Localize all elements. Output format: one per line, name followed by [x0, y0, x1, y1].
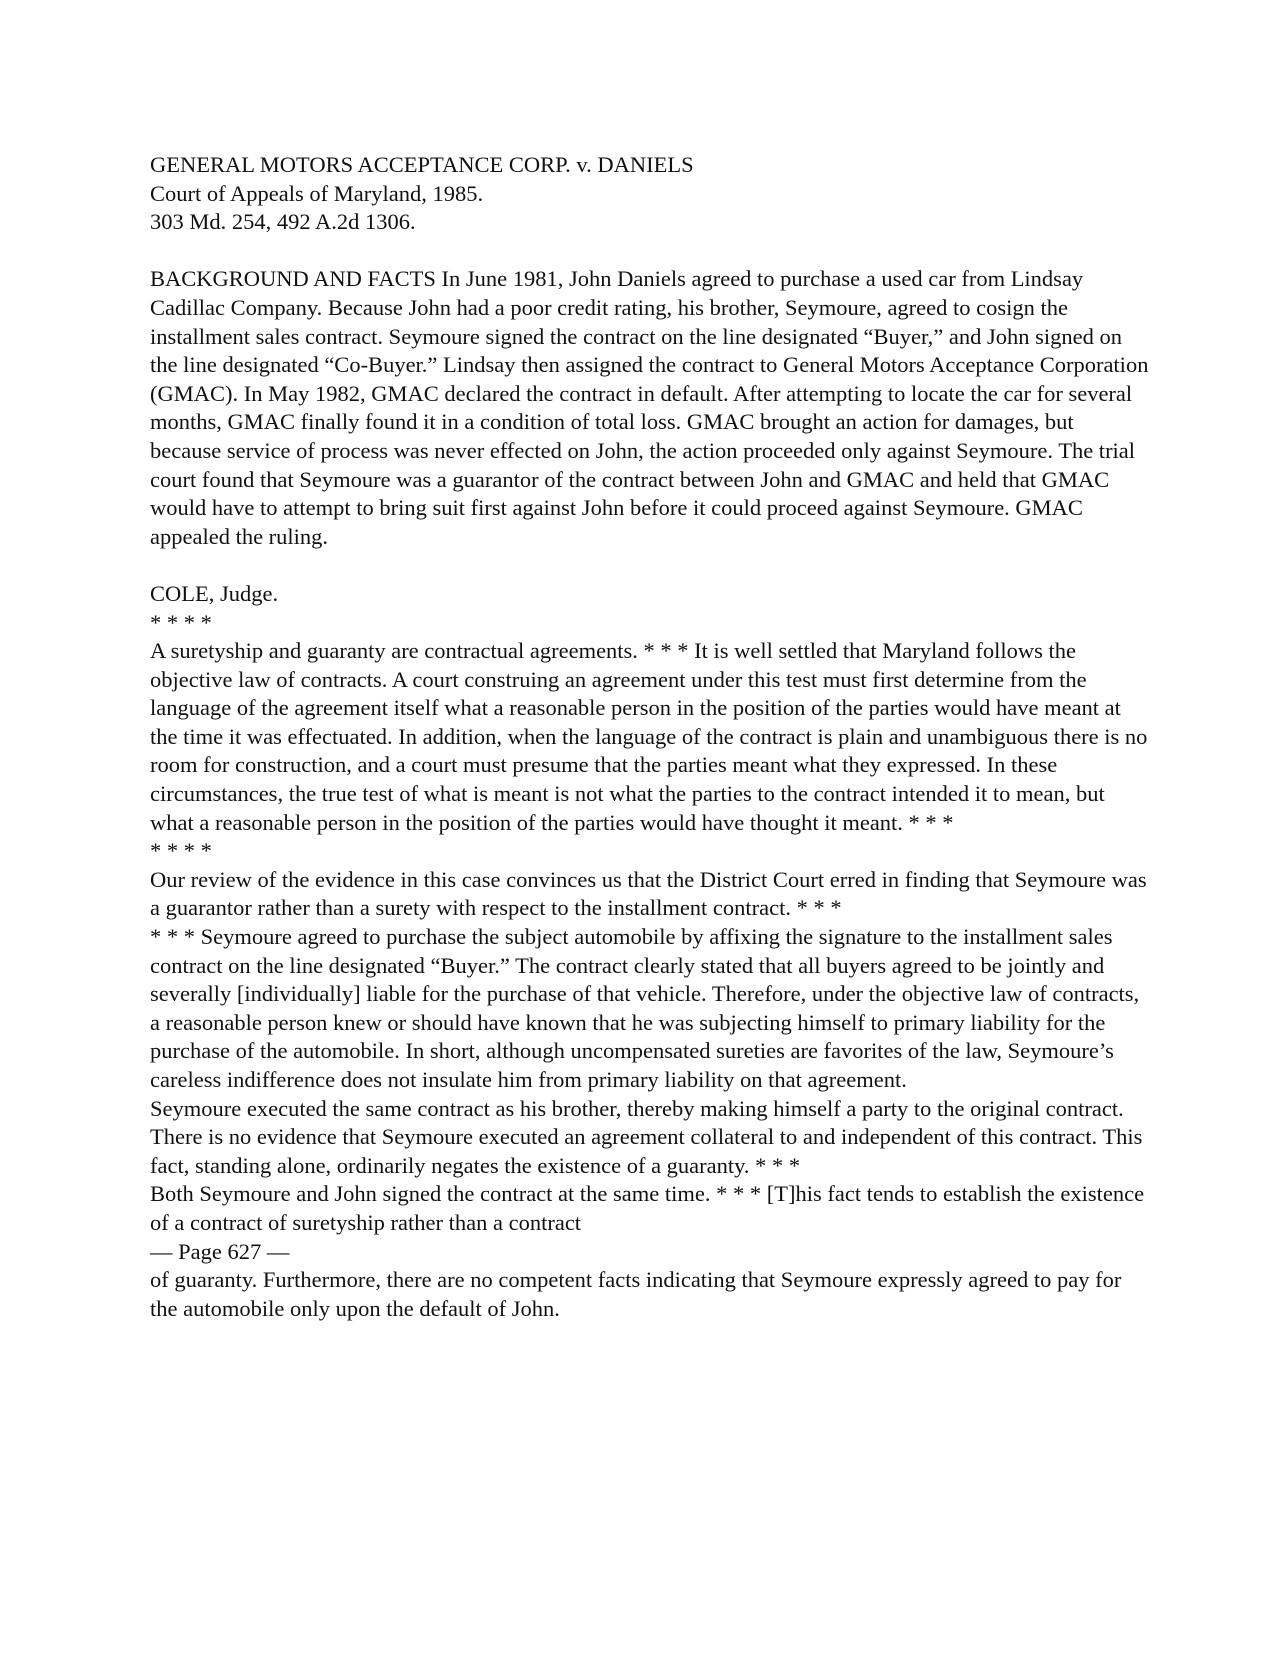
case-title: GENERAL MOTORS ACCEPTANCE CORP. v. DANIELS [150, 152, 694, 177]
case-citation: 303 Md. 254, 492 A.2d 1306. [150, 209, 416, 235]
court-name: Court of Appeals of Maryland, 1985. [150, 180, 484, 206]
background-and-facts: BACKGROUND AND FACTS In June 1981, John Daniels agreed to purchase a used car from Lindsay Cadillac Company. Because John had a poor credit rating, his brother, Seymoure, agreed to cosign the installment sales contract. Seymoure signed the contract on the line designated “Buyer,” and John signed on the line designated “Co-Buyer.” Lindsay then assigned the contract to General Motors Acceptance Corporation (GMAC). In May 1982, GMAC declared the contract in default. After attempting to locate the car for several months, GMAC finally found it in a condition of total loss. GMAC brought an action for damages, but because service of process was never effected on John, the action proceeded only against Seymoure. The trial court found that Seymoure was a guarantor of the contract between John and GMAC and held that GMAC would have to attempt to bring suit first against John before it could proceed against Seymoure. GMAC appealed the ruling. [150, 266, 1149, 549]
judge-name: COLE, Judge. [150, 580, 279, 606]
opinion-paragraph: A suretyship and guaranty are contractual agreements. * * * It is well settled that Maryland follows the objective law of contracts. A court construing an agreement under this test must first determine from the language of the agreement itself what a reasonable person in the position of the parties would have meant at the time it was effectuated. In addition, when the language of the contract is plain and unambiguous there is no room for construction, and a court must presume that the parties meant what they expressed. In these circumstances, the true test of what is meant is not what the parties to the contract intended it to mean, but what a reasonable person in the position of the parties would have thought it meant. * * * [150, 638, 1148, 835]
opinion-paragraph: Our review of the evidence in this case convinces us that the District Court erred in finding that Seymoure was a guarantor rather than a surety with respect to the installment contract. * * * [150, 866, 1147, 921]
opinion-paragraph: of guaranty. Furthermore, there are no competent facts indicating that Seymoure expressly agreed to pay for the automobile only upon the default of John. [150, 1267, 1122, 1321]
spacer [150, 237, 1150, 266]
opinion-paragraph: Both Seymoure and John signed the contract at the same time. * * * [T]his fact tends to establish the existence of a contract of suretyship rather than a contract [150, 1181, 1145, 1235]
spacer [150, 551, 1150, 580]
omission-marker: * * * * [150, 838, 212, 864]
omission-marker: * * * * [150, 609, 212, 635]
document-page [150, 151, 1150, 1323]
opinion-paragraph: * * * Seymoure agreed to purchase the subject automobile by affixing the signature to the installment sales contract on the line designated “Buyer.” The contract clearly stated that all buyers agreed to be jointly and severally [individually] liable for the purchase of that vehicle. Therefore, under the objective law of contracts, a reasonable person knew or should have known that he was subjecting himself to primary liability for the purchase of the automobile. In short, although uncompensated sureties are favorites of the law, Seymoure’s careless indifference does not insulate him from primary liability on that agreement. [150, 924, 1140, 1092]
page-marker: — Page 627 — [150, 1238, 290, 1264]
opinion-paragraph: Seymoure executed the same contract as his brother, thereby making himself a party to the original contract. There is no evidence that Seymoure executed an agreement collateral to and independent of this contract. This fact, standing alone, ordinarily negates the existence of a guaranty. * * * [150, 1095, 1143, 1178]
